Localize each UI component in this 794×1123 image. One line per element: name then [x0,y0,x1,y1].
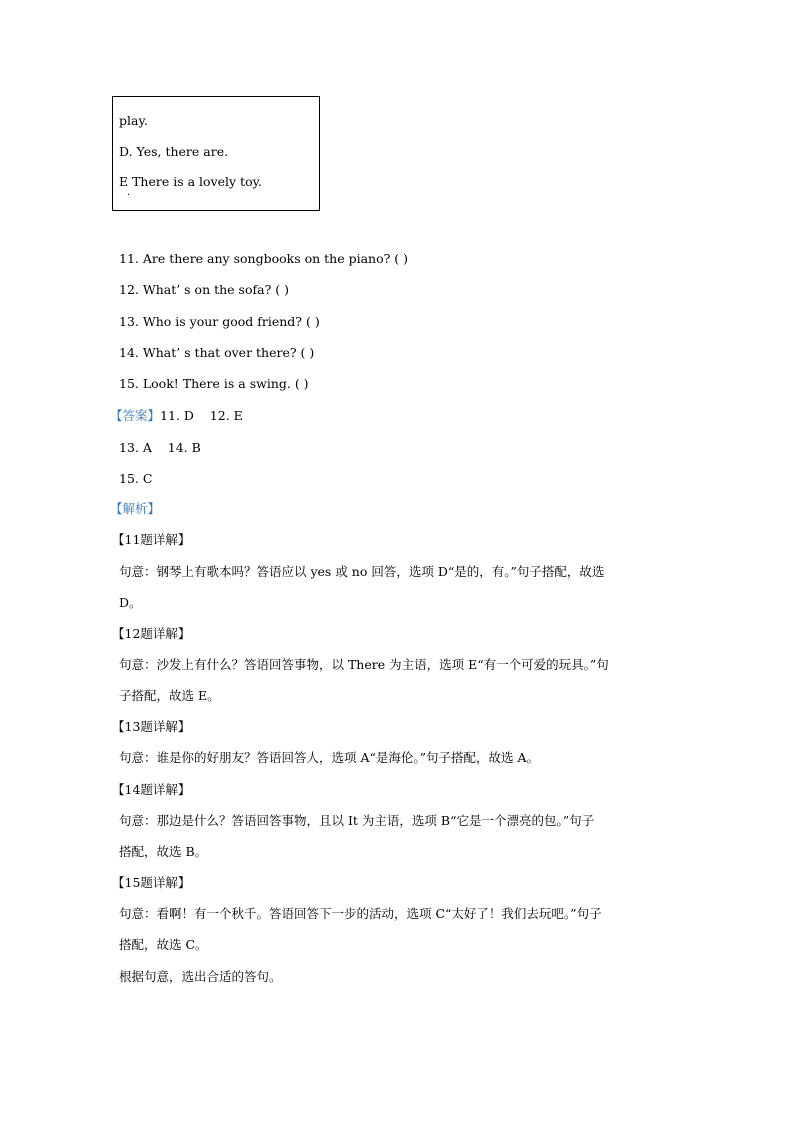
stray-dot: · [127,190,131,201]
detail-14-title: 【14题详解】 [112,782,191,797]
option-d: D. Yes, there are. [119,144,229,159]
question-15: 15. Look! There is a swing. ( ) [119,376,309,391]
detail-12-line: 子搭配，故选 E。 [119,688,220,703]
detail-15-line: 搭配，故选 C。 [119,937,208,952]
detail-15-title: 【15题详解】 [112,875,191,890]
question-14: 14. What’ s that over there? ( ) [119,345,315,360]
detail-12-title: 【12题详解】 [112,626,191,641]
question-12: 12. What’ s on the sofa? ( ) [119,282,289,297]
detail-13-title: 【13题详解】 [112,719,191,734]
detail-11-title: 【11题详解】 [112,532,191,547]
question-13: 13. Who is your good friend? ( ) [119,314,320,329]
answers-1: 11. D 12. E [160,408,243,423]
answers-3: 15. C [119,471,153,486]
option-c-tail: play. [119,113,148,128]
answer-line [110,408,243,424]
detail-14-line: 搭配，故选 B。 [119,844,208,859]
summary: 根据句意，选出合适的答句。 [119,969,282,984]
question-11: 11. Are there any songbooks on the piano? ( ) [119,251,409,266]
answer-tag: 【答案】 [110,408,161,423]
detail-15-line: 句意：看啊！有一个秋千。答语回答下一步的活动，选项 C“太好了！我们去玩吧。”句子 [119,906,602,921]
detail-14-line: 句意：那边是什么？答语回答事物，且以 It 为主语，选项 B“它是一个漂亮的包。”句子 [119,813,595,828]
detail-12-line: 句意：沙发上有什么？答语回答事物，以 There 为主语，选项 E“有一个可爱的玩具。”句 [119,657,609,672]
detail-11-line: 句意：钢琴上有歌本吗？答语应以 yes 或 no 回答，选项 D“是的，有。”句子搭配，故选 [119,564,605,579]
option-e: E There is a lovely toy. [119,174,262,189]
answers-2: 13. A 14. B [119,440,201,455]
detail-13-line: 句意：谁是你的好朋友？答语回答人，选项 A“是海伦。”句子搭配，故选 A。 [119,750,540,765]
analysis-tag: 【解析】 [110,501,161,516]
detail-11-line: D。 [119,595,142,610]
